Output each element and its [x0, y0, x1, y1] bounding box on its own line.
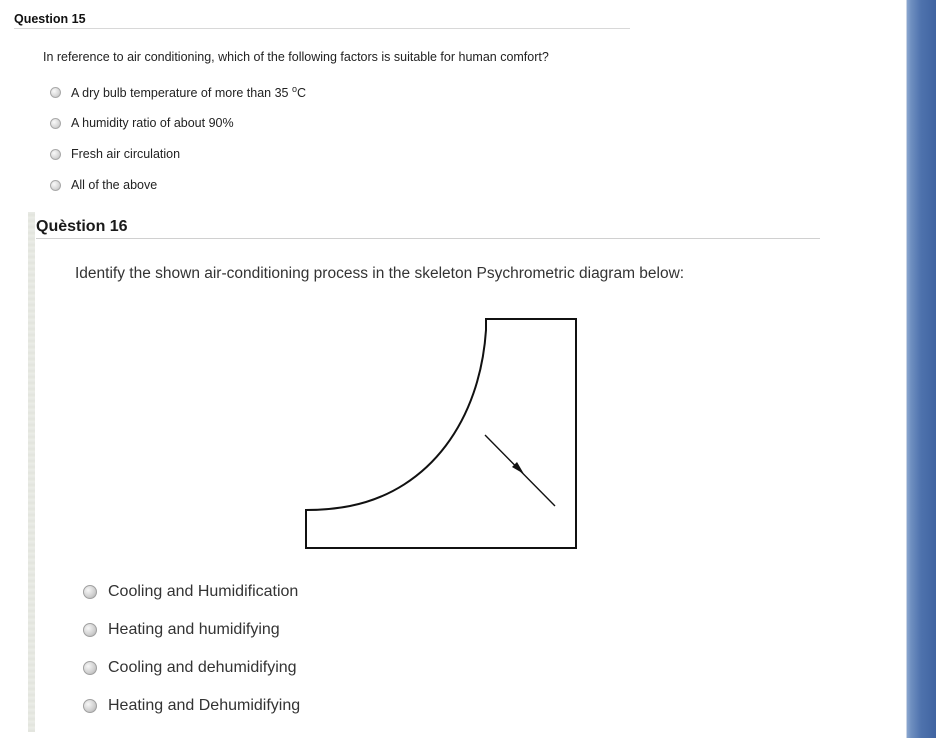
radio-button[interactable] — [50, 118, 61, 129]
q16-option-1-label: Cooling and Humidification — [108, 583, 299, 600]
window-scrollbar-edge[interactable] — [906, 0, 936, 755]
q16-option-2-label: Heating and humidifying — [108, 621, 280, 638]
question-15-divider — [14, 28, 630, 29]
q16-option-3[interactable] — [83, 659, 297, 677]
q16-option-4[interactable] — [83, 697, 300, 715]
q15-option-2[interactable] — [50, 116, 234, 130]
q15-option-3-label: Fresh air circulation — [71, 147, 181, 161]
question-margin-rule — [28, 212, 35, 732]
psychrometric-chart-icon — [290, 310, 590, 560]
radio-button[interactable] — [83, 661, 97, 675]
q16-option-3-label: Cooling and dehumidifying — [108, 659, 297, 676]
chart-outline — [306, 319, 576, 548]
q15-option-4-label: All of the above — [71, 178, 158, 192]
q16-option-4-label: Heating and Dehumidifying — [108, 697, 301, 714]
q15-option-1[interactable] — [50, 84, 306, 100]
radio-button[interactable] — [83, 585, 97, 599]
question-15-title: Question 15 — [14, 12, 86, 26]
q15-option-4[interactable] — [50, 178, 157, 192]
question-15-prompt: In reference to air conditioning, which of the following factors is suitable for human comfort? — [43, 50, 549, 64]
radio-button[interactable] — [50, 87, 61, 98]
radio-button[interactable] — [50, 180, 61, 191]
question-16-divider — [36, 238, 820, 239]
question-16-title: Quèstion 16 — [36, 218, 128, 235]
question-16-prompt: Identify the shown air-conditioning process in the skeleton Psychrometric diagram below: — [75, 265, 685, 282]
q16-option-1[interactable] — [83, 583, 298, 601]
window-corner — [906, 738, 936, 755]
q15-option-2-label: A humidity ratio of about 90% — [71, 116, 234, 130]
q15-option-3[interactable] — [50, 147, 180, 161]
q16-option-2[interactable] — [83, 621, 280, 639]
radio-button[interactable] — [83, 699, 97, 713]
radio-button[interactable] — [83, 623, 97, 637]
q15-option-1-label: A dry bulb temperature of more than 35 $^o$C — [71, 84, 307, 101]
radio-button[interactable] — [50, 149, 61, 160]
